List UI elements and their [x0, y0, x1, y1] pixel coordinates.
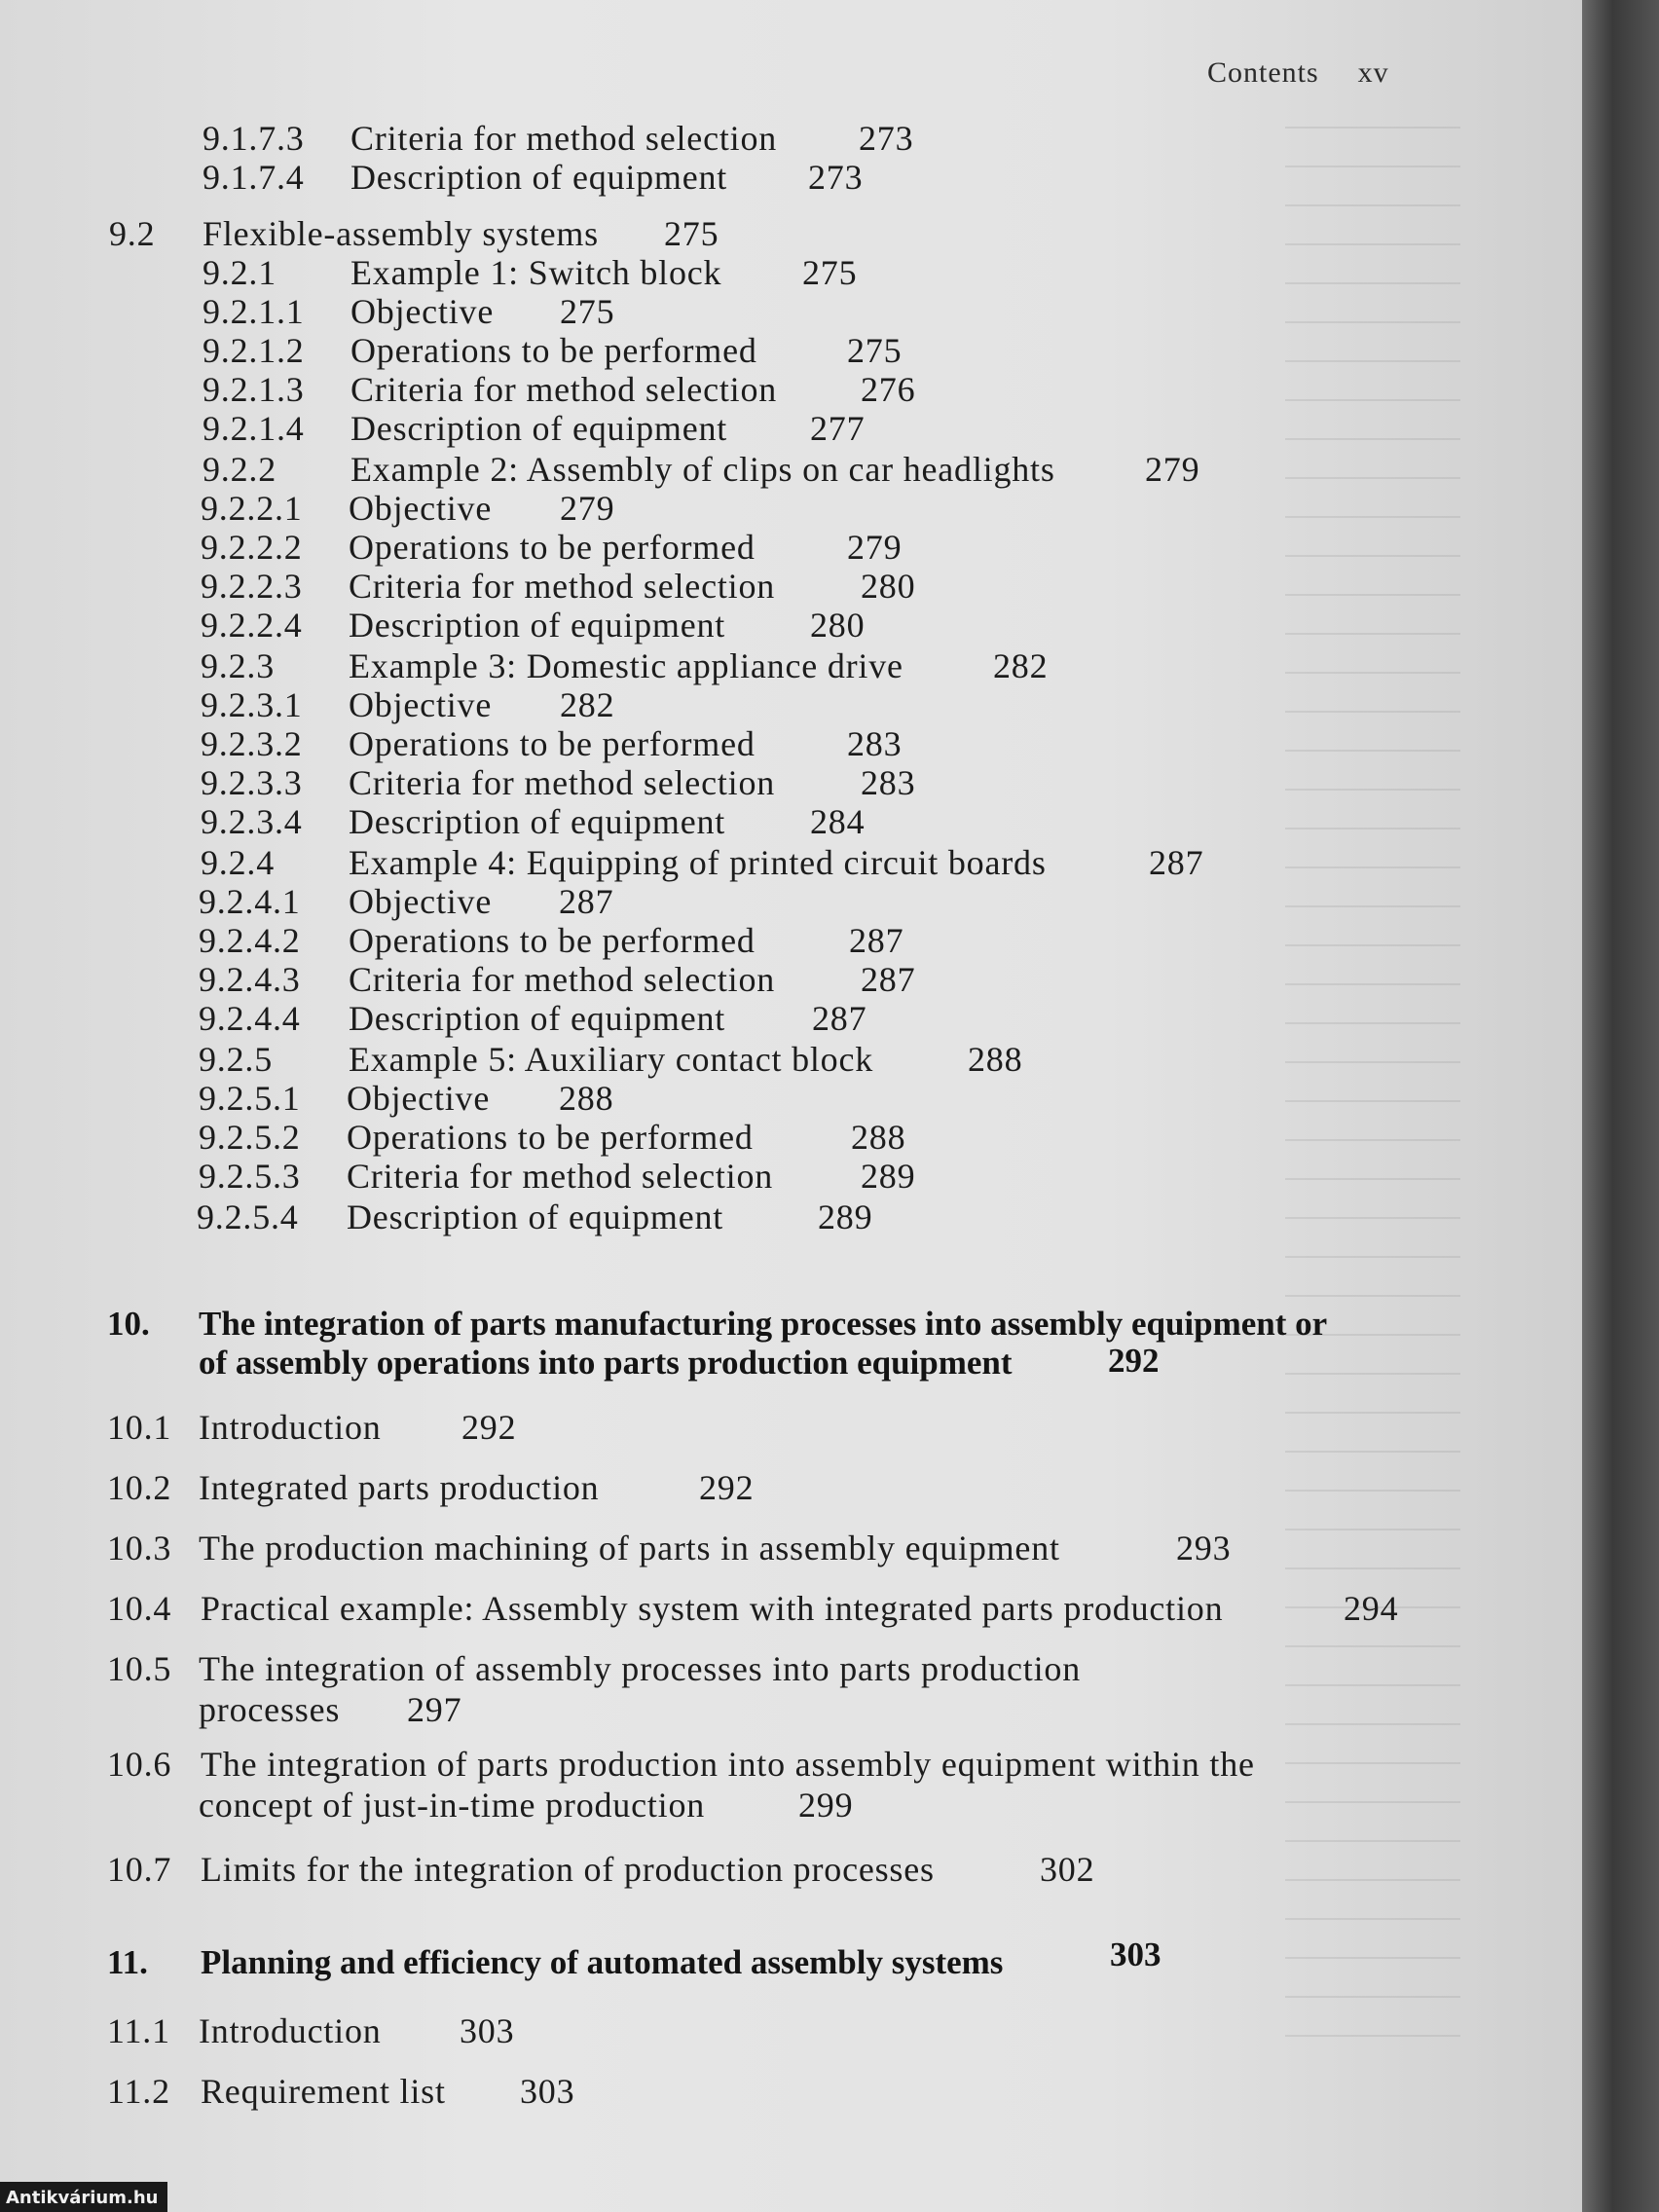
chapter-page: 292 — [1108, 1342, 1160, 1380]
entry-number: 9.2.2 — [203, 450, 276, 489]
entry-page: 302 — [1040, 1850, 1095, 1889]
entry-page: 299 — [798, 1786, 854, 1825]
entry-page: 279 — [560, 489, 615, 528]
entry-page: 289 — [818, 1198, 873, 1236]
entry-title: Description of equipment — [349, 999, 726, 1038]
watermark: Antikvárium.hu — [0, 2182, 167, 2212]
entry-title: Objective — [349, 489, 493, 528]
entry-number: 9.2.5.4 — [197, 1198, 299, 1236]
entry-page: 293 — [1176, 1529, 1232, 1567]
entry-number: 9.2.2.2 — [201, 528, 303, 567]
entry-number: 10.4 — [107, 1589, 172, 1628]
entry-number: 10.5 — [107, 1649, 172, 1688]
entry-title: Operations to be performed — [349, 528, 756, 567]
entry-number: 10.2 — [107, 1468, 172, 1507]
entry-title: Practical example: Assembly system with integrated parts production — [201, 1589, 1224, 1628]
entry-title: Objective — [349, 882, 493, 921]
entry-number: 9.2.5.3 — [199, 1157, 301, 1196]
entry-number: 11.1 — [107, 2011, 170, 2050]
entry-title: Objective — [350, 292, 495, 331]
entry-number: 9.2.2.1 — [201, 489, 303, 528]
entry-page: 292 — [699, 1468, 755, 1507]
entry-page: 287 — [559, 882, 614, 921]
entry-page: 288 — [851, 1118, 906, 1157]
entry-title: Criteria for method selection — [350, 370, 778, 409]
entry-number: 9.2 — [109, 214, 156, 253]
entry-page: 282 — [560, 685, 615, 724]
entry-title: Criteria for method selection — [347, 1157, 774, 1196]
entry-page: 280 — [861, 567, 916, 606]
entry-page: 275 — [664, 214, 719, 253]
entry-number: 9.1.7.4 — [203, 158, 305, 197]
entry-number: 9.2.1.1 — [203, 292, 305, 331]
entry-number: 10.6 — [107, 1745, 172, 1784]
entry-number: 9.2.3.3 — [201, 763, 303, 802]
chapter-title: The integration of parts manufacturing processes into assembly equipment or — [199, 1305, 1328, 1343]
entry-title: Objective — [349, 685, 493, 724]
entry-number: 9.2.5.1 — [199, 1079, 301, 1118]
entry-page: 287 — [849, 921, 904, 960]
entry-title: Criteria for method selection — [350, 119, 778, 158]
entry-title: Criteria for method selection — [349, 567, 776, 606]
entry-page: 288 — [559, 1079, 614, 1118]
entry-page: 297 — [407, 1690, 462, 1729]
entry-number: 9.2.1.3 — [203, 370, 305, 409]
entry-page: 280 — [810, 606, 866, 645]
entry-page: 273 — [859, 119, 914, 158]
entry-number: 9.2.3 — [201, 646, 275, 685]
entry-number: 9.2.2.3 — [201, 567, 303, 606]
entry-number: 9.2.3.2 — [201, 724, 303, 763]
entry-title: Criteria for method selection — [349, 960, 776, 999]
entry-page: 279 — [847, 528, 903, 567]
entry-title: Operations to be performed — [347, 1118, 754, 1157]
entry-number: 9.2.2.4 — [201, 606, 303, 645]
entry-page: 283 — [847, 724, 903, 763]
entry-title: Example 5: Auxiliary contact block — [349, 1040, 874, 1079]
entry-number: 9.2.1.4 — [203, 409, 305, 448]
entry-number: 9.2.3.4 — [201, 802, 303, 841]
entry-page: 287 — [812, 999, 867, 1038]
entry-title: The integration of parts production into assembly equipment within the — [201, 1745, 1255, 1784]
entry-number: 9.1.7.3 — [203, 119, 305, 158]
entry-title: Criteria for method selection — [349, 763, 776, 802]
entry-title: Introduction — [199, 2011, 382, 2050]
entry-title: Description of equipment — [347, 1198, 724, 1236]
entry-page: 275 — [560, 292, 615, 331]
entry-page: 273 — [808, 158, 864, 197]
entry-number: 9.2.4 — [201, 843, 275, 882]
entry-title: Description of equipment — [349, 802, 726, 841]
entry-number: 9.2.4.1 — [199, 882, 301, 921]
header-label: Contents — [1207, 56, 1319, 89]
entry-title: Limits for the integration of production processes — [201, 1850, 935, 1889]
entry-title: Example 3: Domestic appliance drive — [349, 646, 903, 685]
entry-number: 11.2 — [107, 2072, 170, 2111]
entry-title: Description of equipment — [350, 158, 728, 197]
entry-page: 284 — [810, 802, 866, 841]
entry-page: 279 — [1145, 450, 1200, 489]
entry-number: 9.2.4.4 — [199, 999, 301, 1038]
entry-number: 9.2.5 — [199, 1040, 273, 1079]
entry-title: Integrated parts production — [199, 1468, 600, 1507]
entry-title: Example 2: Assembly of clips on car headlights — [350, 450, 1055, 489]
chapter-number: 11. — [107, 1943, 148, 1981]
book-spine-shadow — [1582, 0, 1659, 2212]
entry-page: 289 — [861, 1157, 916, 1196]
entry-title: The production machining of parts in assembly equipment — [199, 1529, 1060, 1567]
entry-page: 283 — [861, 763, 916, 802]
entry-title: Requirement list — [201, 2072, 446, 2111]
entry-number: 9.2.4.3 — [199, 960, 301, 999]
chapter-page: 303 — [1110, 1936, 1161, 1973]
entry-number: 9.2.3.1 — [201, 685, 303, 724]
entry-page: 287 — [861, 960, 916, 999]
entry-page: 282 — [993, 646, 1049, 685]
entry-number: 9.2.1.2 — [203, 331, 305, 370]
entry-page: 275 — [847, 331, 903, 370]
entry-page: 303 — [460, 2011, 515, 2050]
header-page-number: xv — [1357, 56, 1389, 89]
entry-title: Description of equipment — [349, 606, 726, 645]
entry-number: 9.2.1 — [203, 253, 276, 292]
chapter-title-continued: of assembly operations into parts production equipment — [199, 1344, 1013, 1382]
entry-page: 292 — [461, 1408, 517, 1447]
entry-title: Operations to be performed — [349, 921, 756, 960]
entry-title: Example 4: Equipping of printed circuit boards — [349, 843, 1047, 882]
entry-number: 9.2.4.2 — [199, 921, 301, 960]
entry-number: 9.2.5.2 — [199, 1118, 301, 1157]
entry-page: 275 — [802, 253, 858, 292]
entry-page: 294 — [1344, 1589, 1399, 1628]
entry-title: Description of equipment — [350, 409, 728, 448]
entry-page: 288 — [968, 1040, 1023, 1079]
entry-title: Operations to be performed — [349, 724, 756, 763]
entry-title-continued: processes — [199, 1690, 341, 1729]
entry-page: 303 — [520, 2072, 575, 2111]
entry-title: Introduction — [199, 1408, 382, 1447]
entry-title: The integration of assembly processes into parts production — [199, 1649, 1081, 1688]
entry-page: 276 — [861, 370, 916, 409]
chapter-title: Planning and efficiency of automated assembly systems — [201, 1943, 1004, 1981]
entry-title: Operations to be performed — [350, 331, 757, 370]
entry-number: 10.3 — [107, 1529, 172, 1567]
entry-title: Objective — [347, 1079, 491, 1118]
entry-number: 10.7 — [107, 1850, 172, 1889]
entry-page: 277 — [810, 409, 866, 448]
entry-number: 10.1 — [107, 1408, 172, 1447]
entry-title: Example 1: Switch block — [350, 253, 722, 292]
entry-title-continued: concept of just-in-time production — [199, 1786, 706, 1825]
entry-page: 287 — [1149, 843, 1204, 882]
chapter-number: 10. — [107, 1305, 150, 1343]
entry-title: Flexible-assembly systems — [203, 214, 599, 253]
